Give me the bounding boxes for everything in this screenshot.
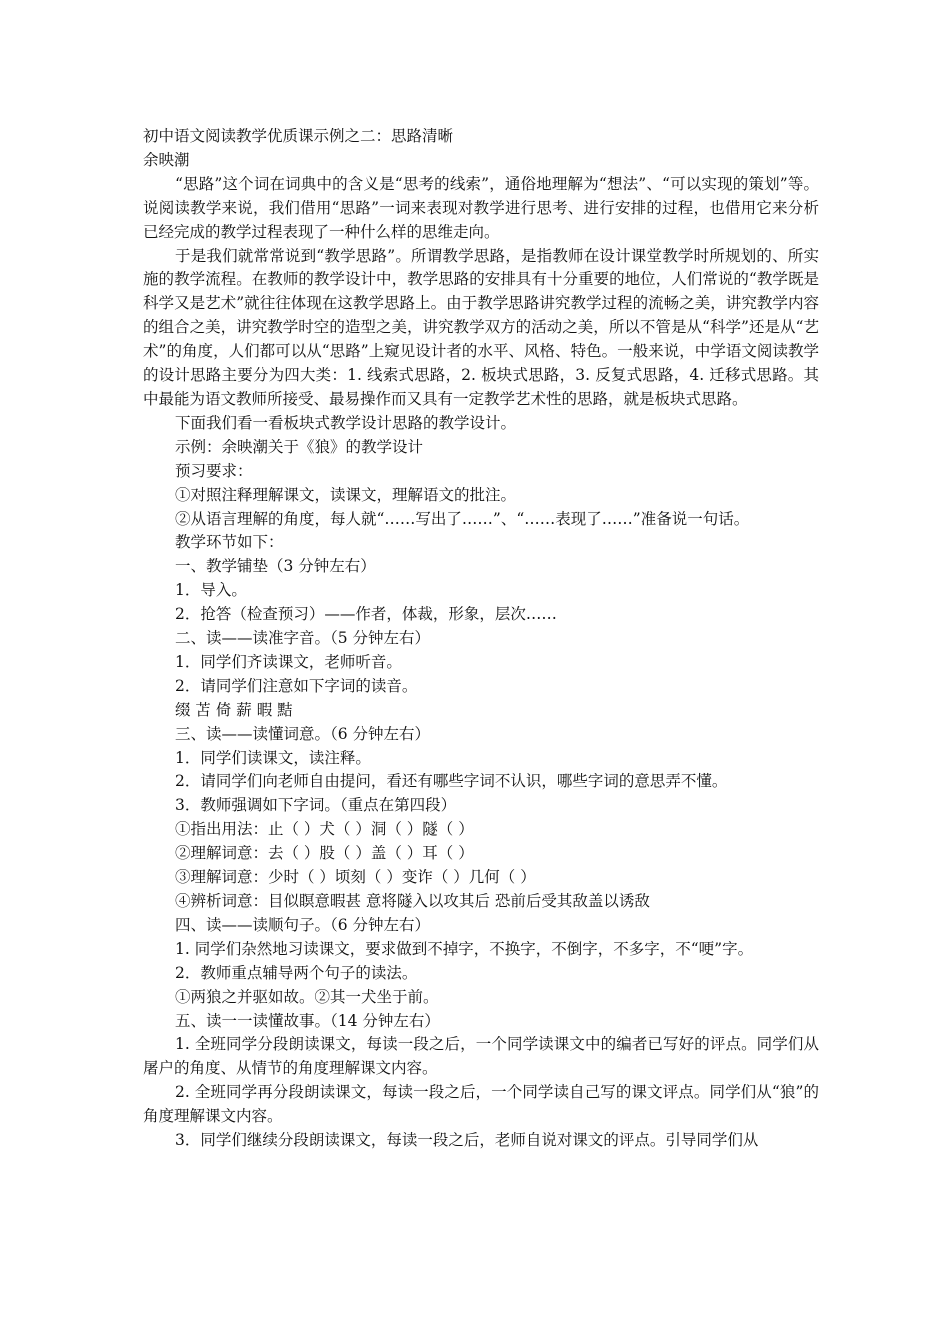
body-paragraph: 2．抢答（检查预习）——作者，体裁，形象，层次…… [175,605,557,624]
body-paragraph: 于是我们就常常说到“教学思路”。所谓教学思路，是指教师在设计课堂教学时所规划的、所实施的教学流程。在教师的教学设计中，教学思路的安排具有十分重要的地位，人们常说的“教学既是科学又是艺术”就往往体现在这教学思路上。由于教学思路讲究教学过程的流畅之美，讲究教学内容的组合之美，讲究教学时空的造型之美，讲究教学双方的活动之美，所以不管是从“科学”还是从“艺术”的角度，人们都可以从“思路”上窥见设计者的水平、风格、特色。一般来说，中学语文阅读教学的设计思路主要分为四大类：1. 线索式思路，2. 板块式思路，3. 反复式思路，4. 迁移式思路。其中最能为语文教师所接受、最易操作而又具有一定教学艺术性的思路，就是板块式思路。 [143,246,819,408]
body-paragraph: ②从语言理解的角度，每人就“……写出了……”、“……表现了……”准备说一句话。 [175,509,750,528]
document-title: 初中语文阅读教学优质课示例之二：思路清晰 [143,127,454,145]
body-paragraph: 下面我们看一看板块式教学设计思路的教学设计。 [175,413,517,432]
body-paragraph: 三、读——读懂词意。（6 分钟左右） [175,724,431,743]
body-paragraph: 3．同学们继续分段朗读课文，每读一段之后，老师自说对课文的评点。引导同学们从 [175,1131,759,1150]
body-paragraph: 1. 同学们杂然地习读课文，要求做到不掉字，不换字，不倒字，不多字，不“哽”字。 [175,939,754,958]
body-paragraph: 五、读一一读懂故事。（14 分钟左右） [175,1011,440,1030]
body-paragraph: 2．请同学们注意如下字词的读音。 [175,676,418,695]
body-paragraph: 示例：余映潮关于《狼》的教学设计 [175,437,424,456]
body-paragraph: ①对照注释理解课文，读课文，理解语文的批注。 [175,485,517,504]
body-paragraph: 2．请同学们向老师自由提问，看还有哪些字词不认识，哪些字词的意思弄不懂。 [175,772,728,791]
body-paragraph: 预习要求： [175,461,253,480]
body-paragraph: 1．同学们齐读课文，老师听音。 [175,652,402,671]
body-paragraph: 1. 全班同学分段朗读课文，每读一段之后，一个同学读课文中的编者已写好的评点。同学们从屠户的角度、从情节的角度理解课文内容。 [143,1035,819,1078]
body-paragraph: 2．教师重点辅导两个句子的读法。 [175,963,418,982]
document-page [143,125,819,1153]
body-paragraph: “思路”这个词在词典中的含义是“思考的线索”，通俗地理解为“想法”、“可以实现的策划”等。说阅读教学来说，我们借用“思路”一词来表现对教学进行思考、进行安排的过程，也借用它来分析已经完成的教学过程表现了一种什么样的思维走向。 [143,174,819,241]
body-paragraph: ③理解词意：少时（ ）顷刻（ ）变诈（ ）几何（ ） [175,868,536,887]
body-paragraph: 3．教师强调如下字词。（重点在第四段） [175,796,457,815]
body-paragraph: 二、读——读准字音。（5 分钟左右） [175,629,431,648]
body-paragraph: 教学环节如下： [175,533,284,552]
body-paragraph: 1．导入。 [175,581,247,600]
document-body [143,173,819,1153]
body-paragraph: 1．同学们读课文，读注释。 [175,748,371,767]
body-paragraph: ①两狼之并驱如故。②其一犬坐于前。 [175,987,439,1006]
body-paragraph: 缀 苫 倚 薪 暇 黠 [175,700,293,719]
document-author: 余映潮 [143,150,190,169]
body-paragraph: 四、读——读顺句子。（6 分钟左右） [175,915,431,934]
body-paragraph: ④辨析词意：目似瞑意暇甚 意将隧入以攻其后 恐前后受其敌盖以诱敌 [175,892,650,910]
body-paragraph: ①指出用法：止（ ）犬（ ）洞（ ）隧（ ） [175,820,474,839]
body-paragraph: 2. 全班同学再分段朗读课文，每读一段之后，一个同学读自己写的课文评点。同学们从“狼”的角度理解课文内容。 [143,1083,819,1126]
body-paragraph: 一、教学铺垫（3 分钟左右） [175,557,376,576]
body-paragraph: ②理解词意：去（ ）股（ ）盖（ ）耳（ ） [175,844,474,863]
